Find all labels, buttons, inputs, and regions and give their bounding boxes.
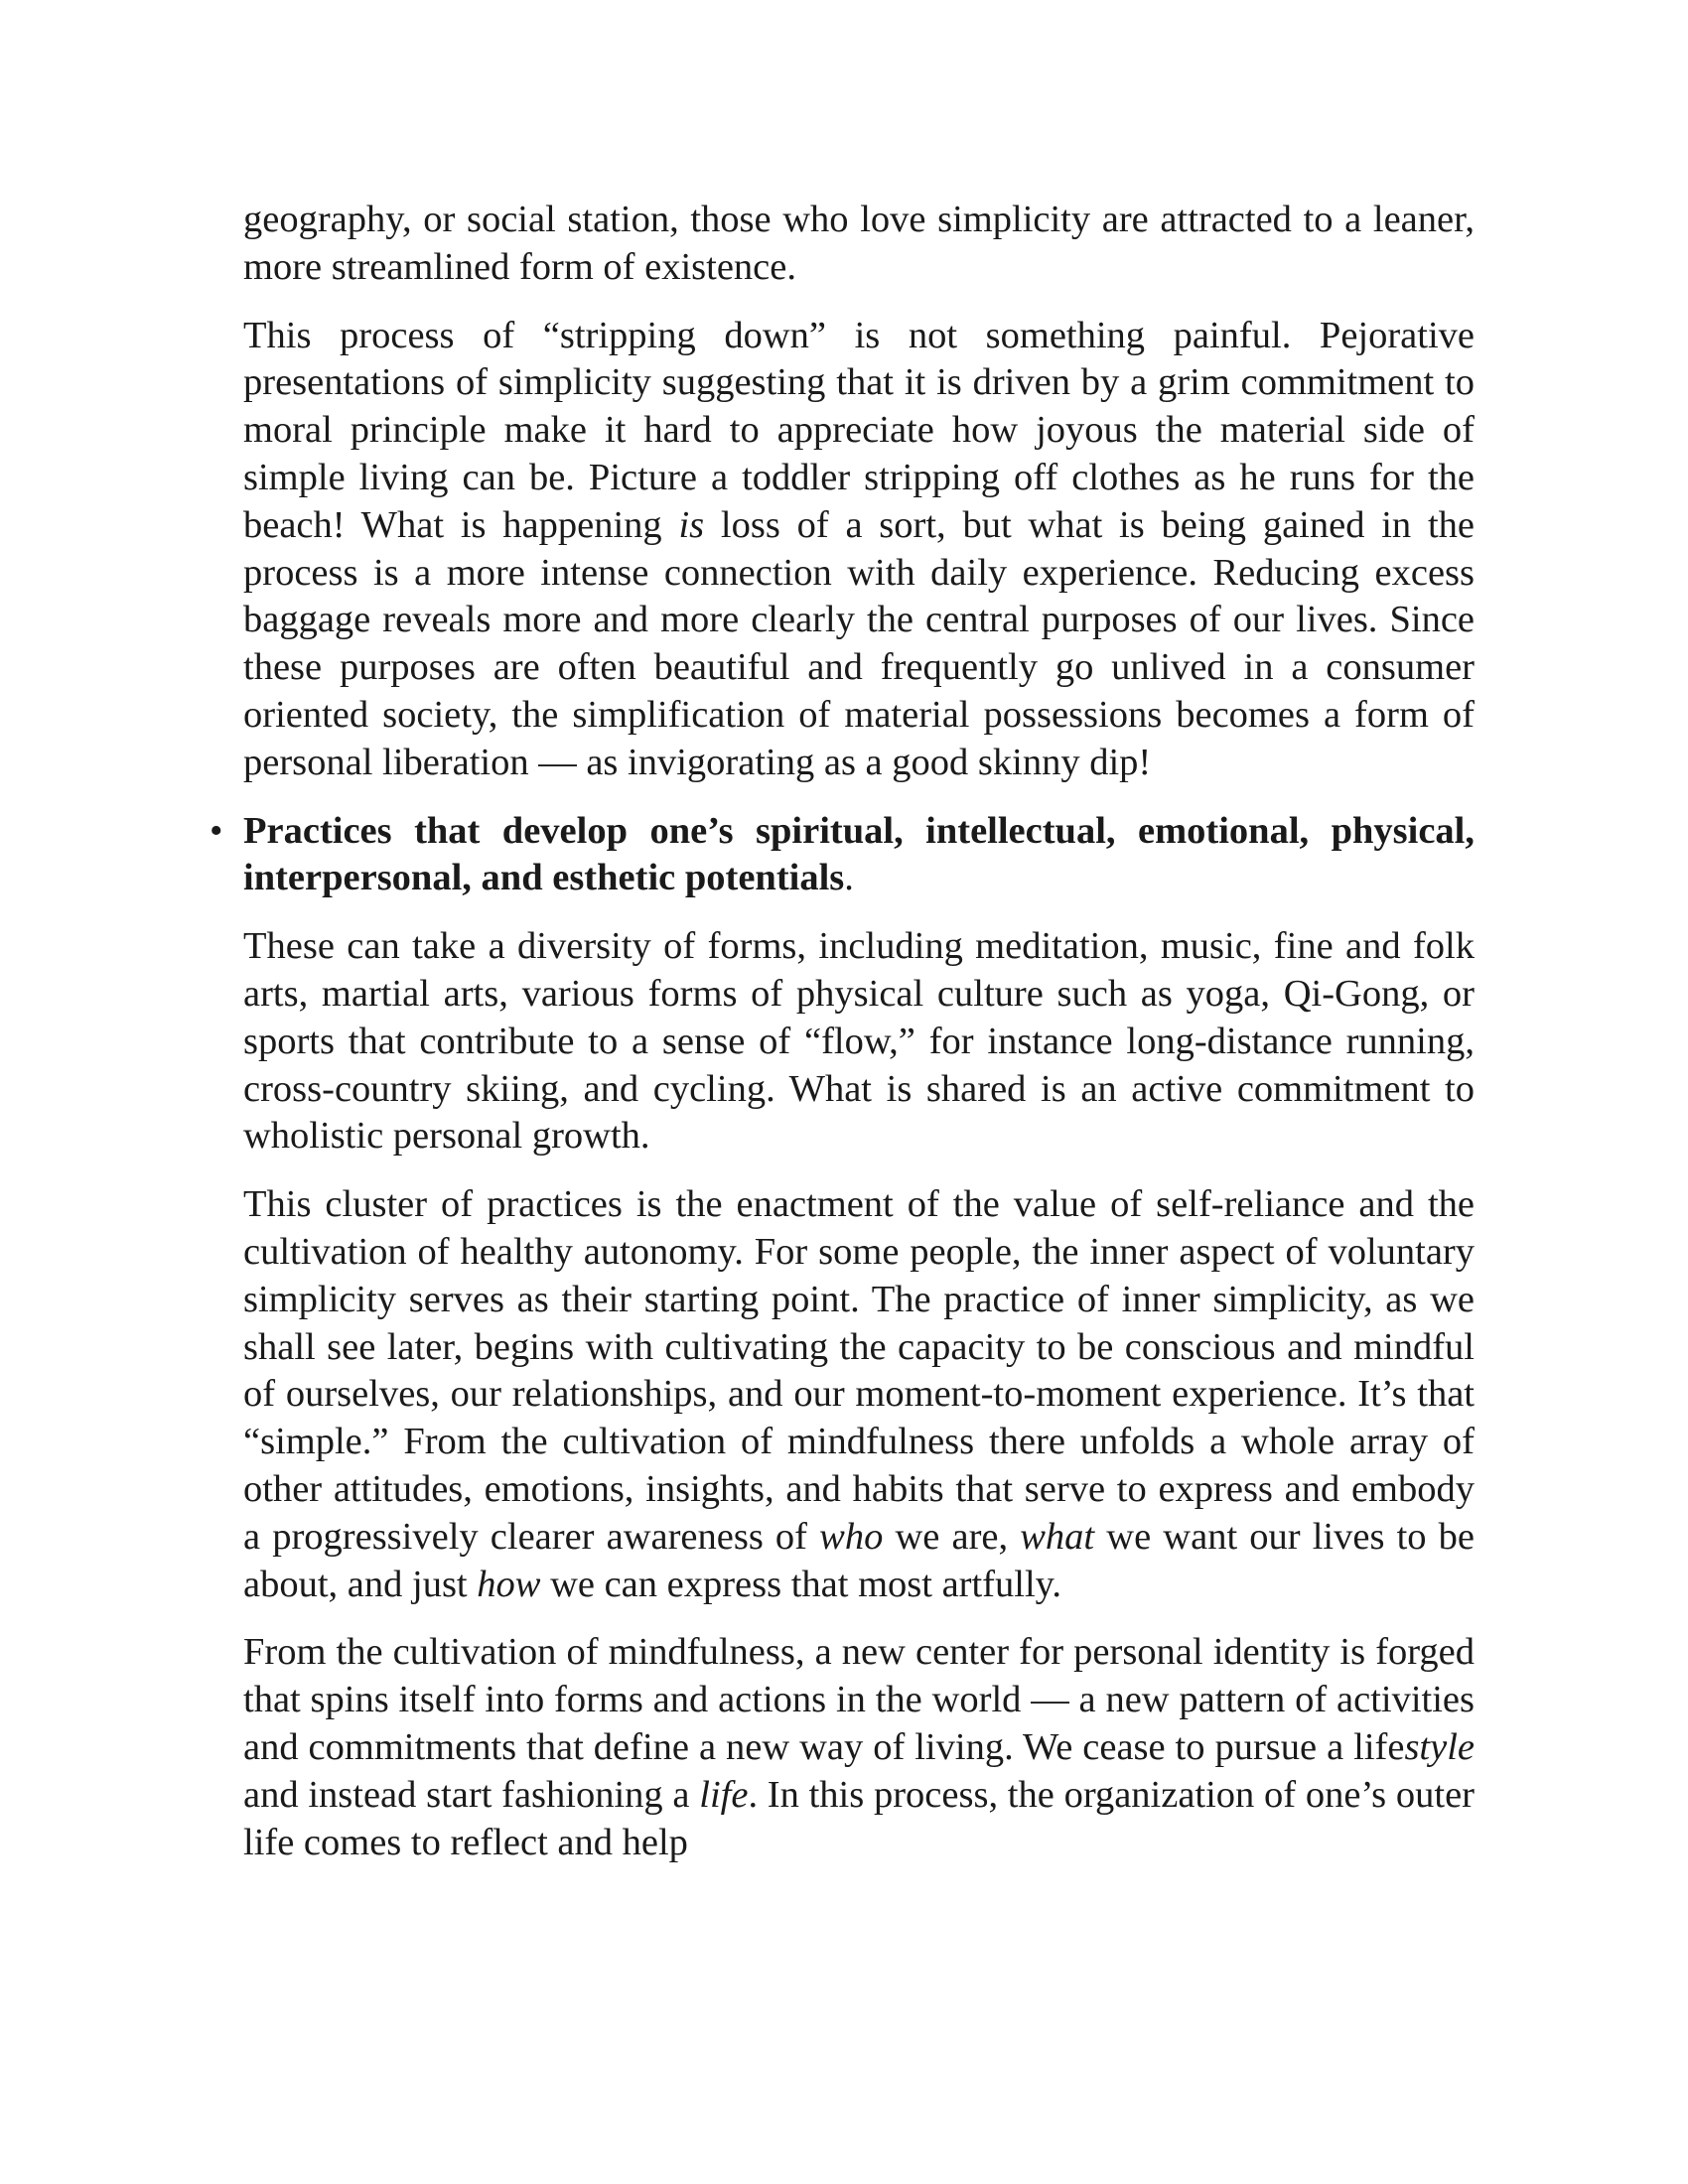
text-run: This cluster of practices is the enactment of the value of self-reliance and the cultivation of healthy autonomy. For some people, the inner aspect of voluntary simplicity serves as their starting point. The practice of inner simplicity, as we shall see later, begins with cultivating the capacity to be conscious and mindful of ourselves, our relationships, and our moment-to-moment experience. It’s that “simple.” From the cultivation of mindfulness there unfolds a whole array of other attitudes, emotions, insights, and habits that serve to express and embody a progressively clearer awareness of	[243, 1183, 1475, 1558]
paragraph	[243, 197, 1475, 292]
paragraph	[243, 1629, 1475, 1866]
text-run: we can express that most artfully.	[540, 1563, 1062, 1605]
text-run: geography, or social station, those who love simplicity are attracted to a leaner, more streamlined form of existence.	[243, 199, 1475, 288]
italic-text-run: style	[1404, 1725, 1475, 1768]
text-run: loss of a sort, but what is being gained in the process is a more intense connection with daily experience. Reducing excess baggage reveals more and more clearly the central purposes of our lives. Since these purposes are often beautiful and frequently go unlived in a consumer oriented society, the simplification of material possessions becomes a form of personal liberation — as invigorating as a good skinny dip!	[243, 503, 1475, 783]
text-run: These can take a diversity of forms, including meditation, music, fine and folk arts, martial arts, various forms of physical culture such as yoga, Qi-Gong, or sports that contribute to a sense of “flow,” for instance long-distance running, cross-country skiing, and cycling. What is shared is an active commitment to wholistic personal growth.	[243, 925, 1475, 1158]
paragraph	[243, 1181, 1475, 1608]
bullet-marker: •	[210, 809, 223, 852]
italic-text-run: who	[819, 1515, 884, 1558]
bullet-heading: Practices that develop one’s spiritual, intellectual, emotional, physical, interpersonal, and esthetic potentials	[243, 809, 1475, 899]
text-run: we are,	[883, 1515, 1021, 1558]
text-run: From the cultivation of mindfulness, a new center for personal identity is forged that spins itself into forms and actions in the world — a new pattern of activities and commitments that define a new way of living. We cease to pursue a life	[243, 1631, 1475, 1768]
page-body	[210, 197, 1475, 1887]
italic-text-run: what	[1020, 1515, 1095, 1558]
paragraph	[243, 923, 1475, 1160]
italic-text-run: is	[678, 503, 705, 546]
text-run: and instead start fashioning a	[243, 1773, 700, 1816]
italic-text-run: how	[477, 1563, 541, 1605]
text-run: . In this process, the organization of one’s outer life comes to reflect and help	[243, 1773, 1475, 1863]
text-run: we want our lives to be about, and just	[243, 1515, 1475, 1605]
italic-text-run: life	[699, 1773, 749, 1816]
text-run: This process of “stripping down” is not something painful. Pejorative presentations of simplicity suggesting that it is driven by a grim commitment to moral principle make it hard to appreciate how joyous the material side of simple living can be. Picture a toddler stripping off clothes as he runs for the beach! What is happening	[243, 314, 1475, 546]
paragraph	[243, 313, 1475, 787]
bullet-list-item	[210, 808, 1475, 903]
bullet-trailing-punctuation: .	[844, 857, 854, 899]
